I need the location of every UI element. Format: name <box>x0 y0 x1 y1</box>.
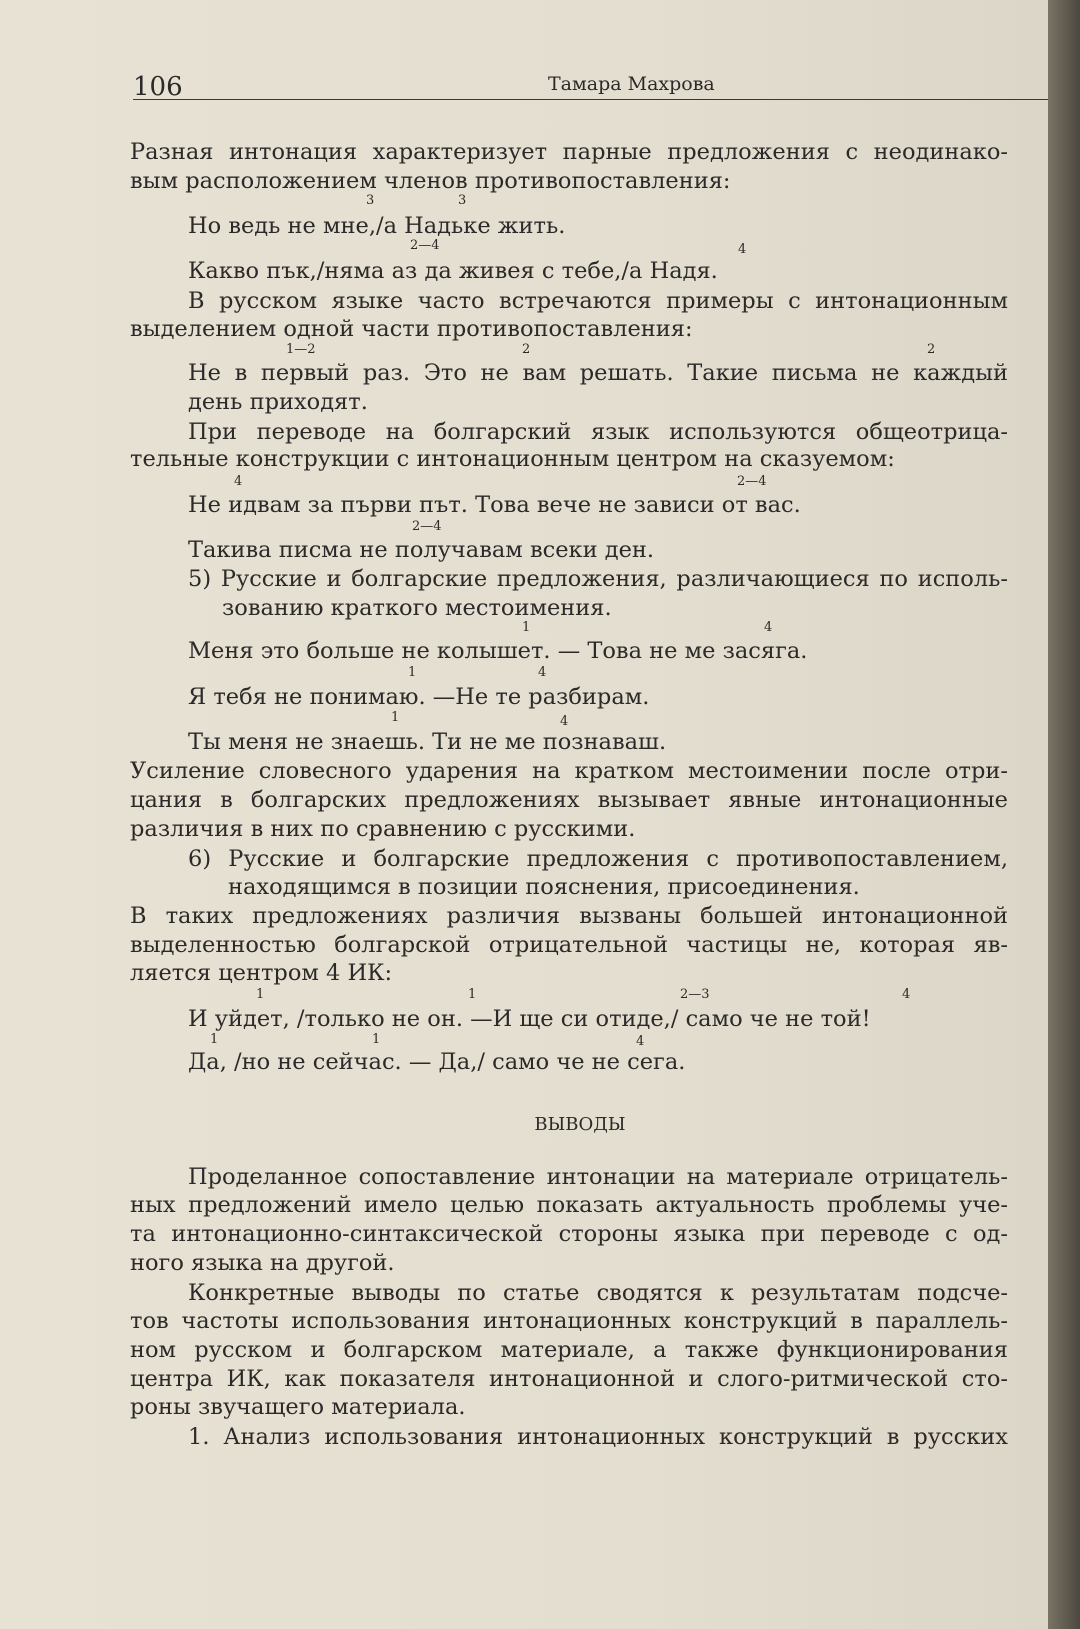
example-line: день приходят. <box>188 389 368 415</box>
stress-mark: 4 <box>234 474 243 489</box>
stress-mark: 1 <box>408 665 417 680</box>
text-line: ных предложений имело целью показать актуальность проблемы уче- <box>130 1192 1008 1218</box>
stress-mark: 4 <box>902 987 911 1002</box>
stress-mark: 2—4 <box>410 238 440 253</box>
stress-mark: 3 <box>458 193 467 208</box>
stress-mark: 4 <box>764 620 773 635</box>
example-line: Но ведь не мне,/а Надьке жить. <box>188 213 566 239</box>
example-line: И уйдет, /только не он. —И ще си отиде,/ само че не той! <box>188 1006 871 1032</box>
example-line: Какво пък,/няма аз да живея с тебе,/а Надя. <box>188 258 718 284</box>
book-spine-shadow <box>1048 0 1080 1629</box>
stress-mark: 1—2 <box>286 342 316 357</box>
stress-mark: 2—3 <box>680 987 710 1002</box>
example-line: Не идвам за първи път. Това вече не зависи от вас. <box>188 492 801 518</box>
text-line: та интонационно-синтаксической стороны языка при переводе с од- <box>130 1221 1008 1247</box>
stress-mark: 4 <box>538 665 547 680</box>
stress-mark: 1 <box>468 987 477 1002</box>
list-item: 6) Русские и болгарские предложения с противопоставлением, <box>188 846 1008 872</box>
stress-mark: 1 <box>391 710 400 725</box>
list-item: 1. Анализ использования интонационных конструкций в русских <box>188 1424 1008 1450</box>
text-line: В таких предложениях различия вызваны большей интонационной <box>130 903 1008 929</box>
stress-mark: 1 <box>256 987 265 1002</box>
header-rule <box>133 99 1048 100</box>
text-line: роны звучащего материала. <box>130 1394 466 1420</box>
stress-mark: 4 <box>560 714 569 729</box>
stress-mark: 2 <box>927 342 936 357</box>
text-line: Разная интонация характеризует парные предложения с неодинако- <box>130 139 1008 165</box>
stress-mark: 2—4 <box>412 519 442 534</box>
text-line: ляется центром 4 ИК: <box>130 960 393 986</box>
text-line: тельные конструкции с интонационным центром на сказуемом: <box>130 446 895 472</box>
example-line: Такива писма не получавам всеки ден. <box>188 537 655 563</box>
text-line: Проделанное сопоставление интонации на материале отрицатель- <box>188 1164 1008 1190</box>
text-line: ного языка на другой. <box>130 1250 395 1276</box>
example-line: Меня это больше не колышет. — Това не ме засяга. <box>188 638 808 664</box>
text-line: Конкретные выводы по статье сводятся к результатам подсче- <box>188 1280 1008 1306</box>
running-header-author: Тамара Махрова <box>548 73 715 95</box>
text-line: центра ИК, как показателя интонационной и слого-ритмической сто- <box>130 1366 1008 1392</box>
stress-mark: 1 <box>210 1032 219 1047</box>
text-line: зованию краткого местоимения. <box>222 595 612 621</box>
text-line: При переводе на болгарский язык используются общеотрица- <box>188 419 1008 445</box>
example-line: Да, /но не сейчас. — Да,/ само че не сега. <box>188 1049 686 1075</box>
text-line: Усиление словесного ударения на кратком местоимении после отри- <box>130 758 1008 784</box>
page-number: 106 <box>133 72 183 102</box>
stress-mark: 4 <box>636 1034 645 1049</box>
text-line: вым расположением членов противопоставления: <box>130 168 731 194</box>
text-line: В русском языке часто встречаются примеры с интонационным <box>188 288 1008 314</box>
text-line: тов частоты использования интонационных конструкций в параллель- <box>130 1308 1008 1334</box>
stress-mark: 2—4 <box>737 474 767 489</box>
example-line: Ты меня не знаешь. Ти не ме познаваш. <box>188 729 667 755</box>
stress-mark: 1 <box>372 1032 381 1047</box>
stress-mark: 3 <box>366 193 375 208</box>
example-line: Я тебя не понимаю. —Не те разбирам. <box>188 684 650 710</box>
stress-mark: 1 <box>522 620 531 635</box>
text-line: цания в болгарских предложениях вызывает явные интонационные <box>130 787 1008 813</box>
text-line: различия в них по сравнению с русскими. <box>130 816 636 842</box>
text-line: выделением одной части противопоставления: <box>130 316 693 342</box>
stress-mark: 4 <box>738 242 747 257</box>
text-line: выделенностью болгарской отрицательной частицы не, которая яв- <box>130 932 1008 958</box>
example-line: Не в первый раз. Это не вам решать. Такие письма не каждый <box>188 360 1008 386</box>
text-line: ном русском и болгарском материале, а также функционирования <box>130 1337 1008 1363</box>
text-line: находящимся в позиции пояснения, присоединения. <box>228 874 860 900</box>
stress-mark: 2 <box>522 342 531 357</box>
section-heading: ВЫВОДЫ <box>534 1114 626 1135</box>
list-item: 5) Русские и болгарские предложения, различающиеся по исполь- <box>188 566 1008 592</box>
